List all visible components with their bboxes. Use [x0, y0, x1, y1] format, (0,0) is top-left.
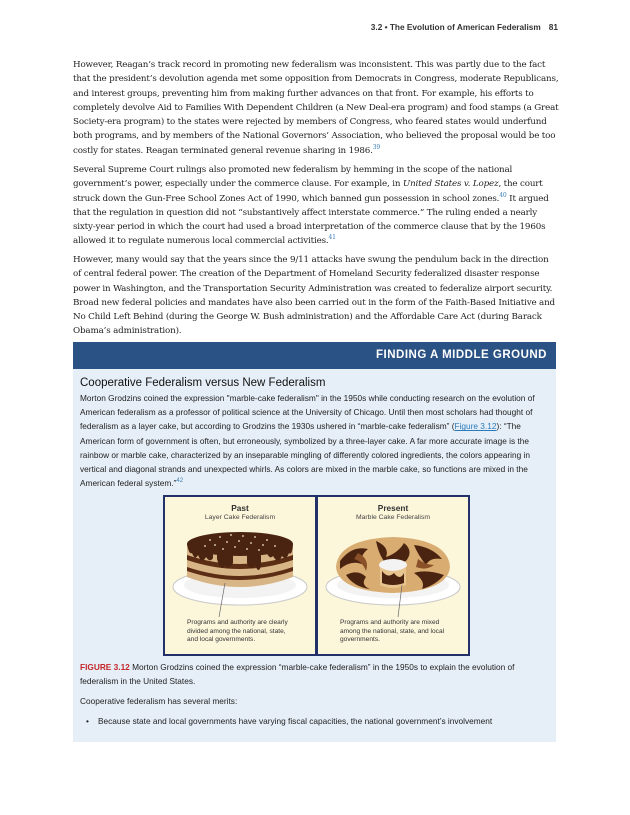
case-name: United States v. Lopez — [402, 179, 499, 190]
panel-layer-cake — [165, 497, 315, 654]
running-head — [371, 22, 558, 32]
bullet-item — [80, 714, 548, 728]
endnote-link-41[interactable]: 41 — [328, 234, 336, 242]
section-title: 3.2 • The Evolution of American Federalism — [370, 22, 541, 32]
endnote-link-39[interactable]: 39 — [372, 143, 381, 151]
paragraph-text: However, Reagan’s track record in promoting new federalism was inconsistent. This was partly due to the fact that the president’s devolution agenda met some opposition from Democrats in Congress, moderate Republicans, and interest groups, preventing him from making further advances on that front. For example, his efforts to completely devolve Aid to Families With Dependent Children (a New Deal-era program) and food stamps (a Great Society-era program) to the states were rejected by members of Congress, who feared states would underfund both programs, and by members of the National Governors’ Association, who believed the proposal would be too costly for states. Reagan terminated general revenue sharing in 1986. — [73, 60, 559, 156]
feature-banner: FINDING A MIDDLE GROUND — [73, 342, 556, 369]
bullet-icon: • — [86, 716, 89, 726]
feature-box — [73, 342, 556, 742]
panel-subtitle: Layer Cake Federalism — [204, 514, 276, 521]
figure-label: FIGURE 3.12 — [80, 662, 130, 672]
marble-cake-illustration — [318, 525, 468, 617]
merits-intro: Cooperative federalism has several merits: — [80, 696, 238, 706]
figure-caption — [80, 660, 548, 688]
endnote-link-40[interactable]: 40 — [499, 191, 507, 199]
page-number: 81 — [548, 22, 558, 32]
paragraph-text: ): “The American form of government is often, but erroneously, symbolized by a three-layer cake. A far more accurate image is the rainbow or marble cake, characterized by an inseparable mingling of differently colored ingredients, the colors appearing in vertical and diagonal strands and unexpected whirls. As colors are mixed in the marble cake, so functions are mixed in the American federal system.” — [80, 421, 530, 489]
panel-subtitle: Marble Cake Federalism — [355, 514, 431, 521]
panel-title: Present — [377, 503, 409, 513]
paragraph-text: It argued that the regulation in question did not “substantively affect interstate commerce.” The ruling ended a nearly sixty-year period in which the court had used a broad interpretation of the commerce clause that by the 1960s allowed it to regulate numerous local commercial activities. — [73, 193, 549, 247]
feature-title: Cooperative Federalism versus New Federalism — [80, 377, 326, 389]
paragraph-supreme-court — [73, 163, 559, 249]
bullet-text: Because state and local governments have varying fiscal capacities, the national government’s involvement — [98, 716, 493, 726]
panel-caption: Programs and authority are mixed among the national, state, and local governments. — [340, 619, 445, 643]
layer-cake-illustration — [165, 525, 315, 617]
figure-link[interactable]: Figure 3.12 — [454, 421, 497, 432]
paragraph-text: Morton Grodzins coined the expression "marble-cake federalism" in the 1950s while conducting research on the evolution of American federalism as a professor of political science at the University of Chicago. Until then most scholars had thought of federalism as a layer cake, but according to Grodzins the 1930s ushered in “marble-cake federalism” ( — [80, 393, 535, 432]
paragraph-reagan — [73, 58, 559, 158]
paragraph-text: , the court struck down the Gun-Free School Zones Act of 1990, which banned gun possession in school zones. — [73, 179, 543, 204]
figure-3-12 — [163, 495, 470, 656]
paragraph-post-911 — [73, 253, 559, 339]
endnote-link-42[interactable]: 42 — [176, 478, 184, 485]
paragraph-text: However, many would say that the years since the 9/11 attacks have swung the pendulum back in the direction of central federal power. The creation of the Department of Homeland Security federalized disaster response power in Washington, and the Transportation Security Administration was created to federalize airport security. Broad new federal policies and mandates have also been carried out in the form of the Faith-Based Initiative and No Child Left Behind (during the George W. Bush administration) and the Affordable Care Act (during Barack Obama’s administration). — [73, 255, 555, 337]
panel-marble-cake — [318, 497, 468, 654]
panel-caption: Programs and authority are clearly divided among the national, state, and local governments. — [187, 619, 288, 643]
panel-title: Past — [231, 503, 249, 513]
paragraph-text: Several Supreme Court rulings also promoted new federalism by hemming in the scope of the national government’s power, especially under the commerce clause. For example, in — [73, 165, 513, 190]
feature-paragraph — [80, 391, 547, 490]
figure-caption-text: Morton Grodzins coined the expression “marble-cake federalism” in the 1950s to explain the evolution of federalism in the United States. — [80, 662, 515, 687]
